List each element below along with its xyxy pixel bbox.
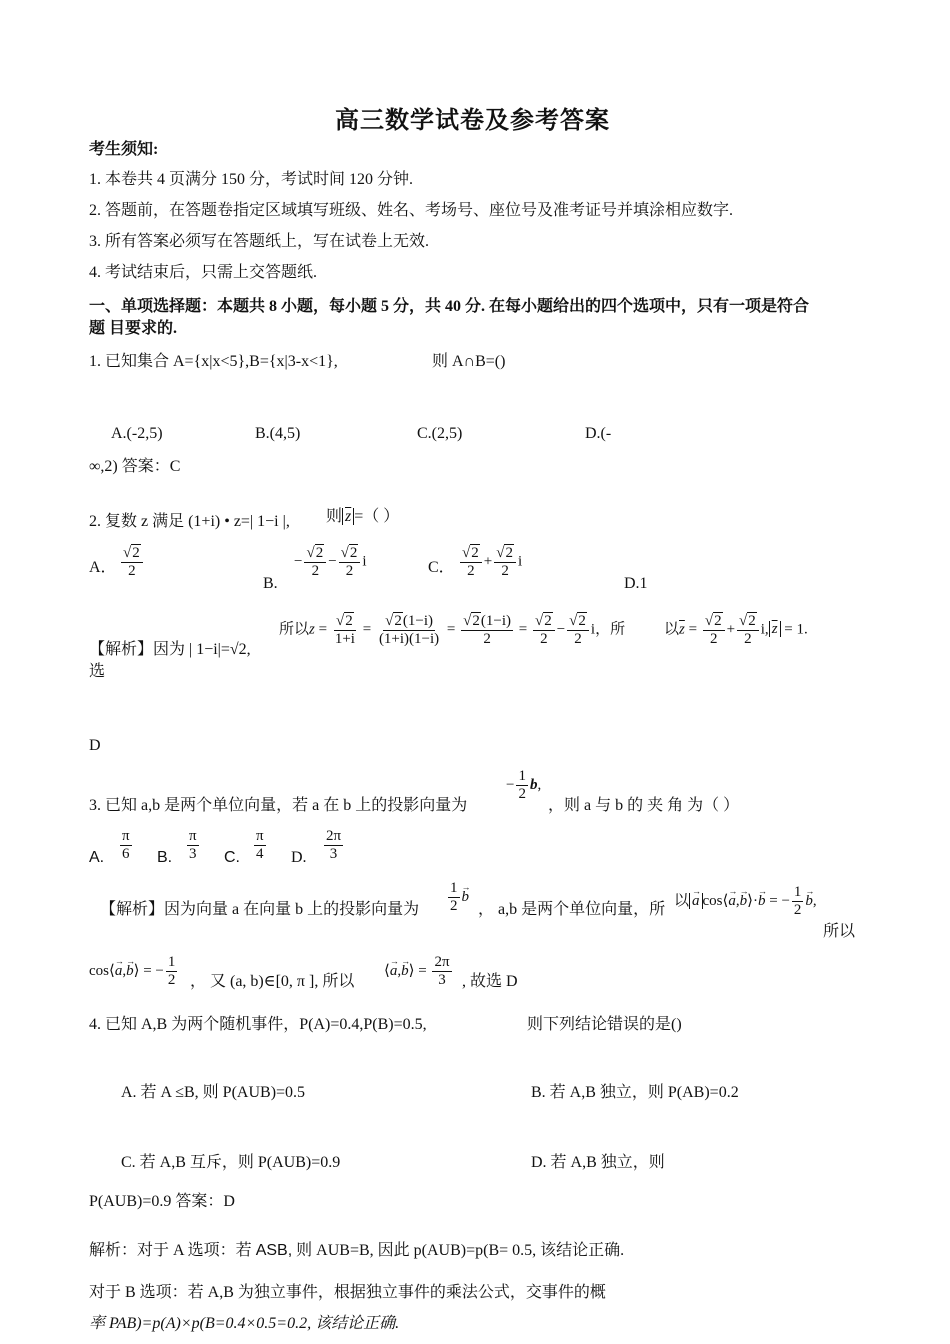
question-1-stem-tail: 则 A∩B=() [432, 353, 506, 370]
question-2-stem-tail [326, 507, 399, 527]
notice-item: 3. 所有答案必须写在答题纸上，写在试卷上无效. [89, 233, 430, 250]
so-text: 所以 [279, 621, 310, 638]
question-4-option-d: D. 若 A,B 独立，则 [531, 1154, 665, 1171]
so-text: 以 [674, 892, 690, 909]
notice-item: 4. 考试结束后，只需上交答题纸. [89, 264, 318, 281]
page-title: 高三数学试卷及参考答案 [335, 108, 610, 134]
question-4-stem: 4. 已知 A,B 为两个随机事件，P(A)=0.4,P(B)=0.5, [89, 1016, 427, 1033]
option-d-math: $\frac{2\pi}{3}$ [326, 828, 342, 862]
question-4-option-c: C. 若 A,B 互斥，则 P(AUB)=0.9 [121, 1154, 341, 1171]
question-2-analysis-cont: 选 [89, 663, 106, 680]
option-c-math: $\frac{\pi}{4}$ [256, 828, 264, 862]
question-4-option-b: B. 若 A,B 独立，则 P(AB)=0.2 [531, 1084, 739, 1101]
notice-heading: 考生须知: [89, 141, 159, 158]
question-1-option-c: C.(2,5) [417, 425, 463, 442]
option-c-math: $\frac{√2}{2}$ + $\frac{√2}{2}$ i [462, 545, 523, 579]
analysis-projection-math: $\frac{1}{2}$ → b [446, 880, 469, 915]
option-a-math: $\frac{\pi}{6}$ [122, 828, 130, 862]
question-2-stem: 2. 复数 z 满足 (1+i) • z=| 1−i |, [89, 513, 290, 530]
section-heading: 一、单项选择题：本题共 8 小题，每小题 5 分，共 40 分. 在每小题给出的四个选项中，只有一项是符合 [89, 298, 810, 315]
analysis-cos-value-math: cos ⟨ → a,→ b ⟩ = − $\frac{1}{2}$ [89, 954, 179, 989]
question-2-answer: D [89, 737, 101, 754]
analysis-angle-math: ⟨ → a,→ b ⟩ = $\frac{2\pi}{3}$ [384, 954, 454, 989]
question-4-analysis-b: 对于 B 选项：若 A,B 为独立事件，根据独立事件的乘法公式，交事件的概 [89, 1284, 606, 1301]
notice-item: 1. 本卷共 4 页满分 150 分，考试时间 120 分钟. [89, 171, 414, 188]
question-3-analysis-cont: ， a,b 是两个单位向量，所 [478, 901, 666, 918]
question-4-option-a: A. 若 A ≤B, 则 P(AUB)=0.5 [121, 1084, 306, 1101]
question-2-option-b: B. [263, 575, 278, 592]
question-2-analysis: 【解析】因为 | 1−i|=√2, [89, 641, 251, 658]
question-3-stem: 3. 已知 a,b 是两个单位向量，若 a 在 b 上的投影向量为 [89, 797, 468, 814]
question-3-option-b: B. [157, 849, 173, 866]
question-2-option-a: A． [89, 559, 117, 576]
question-3-range: ， 又 (a, b)∈[0, π ], 所以 [190, 973, 355, 990]
question-2-option-c: C． [428, 559, 455, 576]
question-3-option-c: C. [224, 849, 240, 866]
question-1-stem: 1. 已知集合 A={x|x<5},B={x|3-x<1}, [89, 353, 338, 370]
question-1-option-b: B.(4,5) [255, 425, 301, 442]
question-2-paren: =（ ） [354, 508, 400, 525]
analysis-text: 则 AUB=B, [296, 1242, 374, 1259]
abs-z-bar: $\overline{z}$ [342, 508, 354, 525]
analysis-text: ASB, [255, 1242, 293, 1259]
option-a-math: $\frac{√2}{2}$ [119, 544, 145, 580]
question-1-option-a: A.(-2,5) [111, 425, 163, 442]
question-2-option-d: D.1 [624, 575, 648, 592]
option-b-math: − $\frac{√2}{2}$ − $\frac{√2}{2}$ i [294, 545, 367, 579]
question-2-solution-math: 所以z = $\frac{√2}{1+i}$ = $\frac{√2(1-i)}{(1+i)(1-i)}$ = $\frac{√2(1-i)}{2}$ = $\frac{√2}{2}$ − $\frac{√2}{2}$ i，所 [279, 613, 626, 647]
notice-item: 2. 答题前，在答题卷指定区域填写班级、姓名、考场号、座位号及准考证号并填涂相应数字. [89, 202, 734, 219]
question-3-conclusion: , 故选 D [462, 973, 518, 990]
question-1-option-d: D.(- [585, 425, 612, 442]
question-4-analysis-a [89, 1241, 624, 1261]
projection-math: − $\frac{1}{2}$ b, [506, 768, 542, 802]
question-2-then: 则 [326, 508, 343, 525]
question-4-analysis-b-cont: 率 PAB)=p(A)×p(B=0.4×0.5=0.2, 该结论正确. [89, 1315, 400, 1332]
question-4-stem-tail: 则下列结论错误的是() [527, 1016, 682, 1033]
analysis-text: 因此 [377, 1242, 410, 1259]
option-b-math: $\frac{\pi}{3}$ [189, 828, 197, 862]
analysis-text: p(AUB)=p(B= 0.5, 该结论正确. [413, 1242, 625, 1259]
question-3-analysis: 【解析】因为向量 a 在向量 b 上的投影向量为 [100, 901, 420, 918]
question-4-answer: P(AUB)=0.9 答案：D [89, 1193, 235, 1210]
question-3-analysis-so: 所以 [823, 923, 856, 940]
so-text-2: ，所 [595, 621, 626, 638]
question-3-option-a: A. [89, 849, 105, 866]
so-text-3: 以 [664, 621, 680, 638]
question-3-stem-tail: ，则 a 与 b 的 夹 角 为（ ） [548, 797, 740, 814]
question-3-option-d: D. [291, 849, 307, 866]
analysis-cos-math: 以 → a cos ⟨ → a,→ b ⟩ ·→ b = − $\frac{1}{2}$ → b, [674, 884, 817, 919]
question-1-answer: ∞,2) 答案：C [89, 458, 181, 475]
section-heading-cont: 题 目要求的. [89, 320, 178, 337]
analysis-text: 解析：对于 A 选项：若 [89, 1242, 252, 1259]
question-2-conjugate-math: 以$\overline{z}$ = $\frac{√2}{2}$ + $\frac{√2}{2}$ i, $\overline{z} = 1$. [664, 613, 808, 647]
